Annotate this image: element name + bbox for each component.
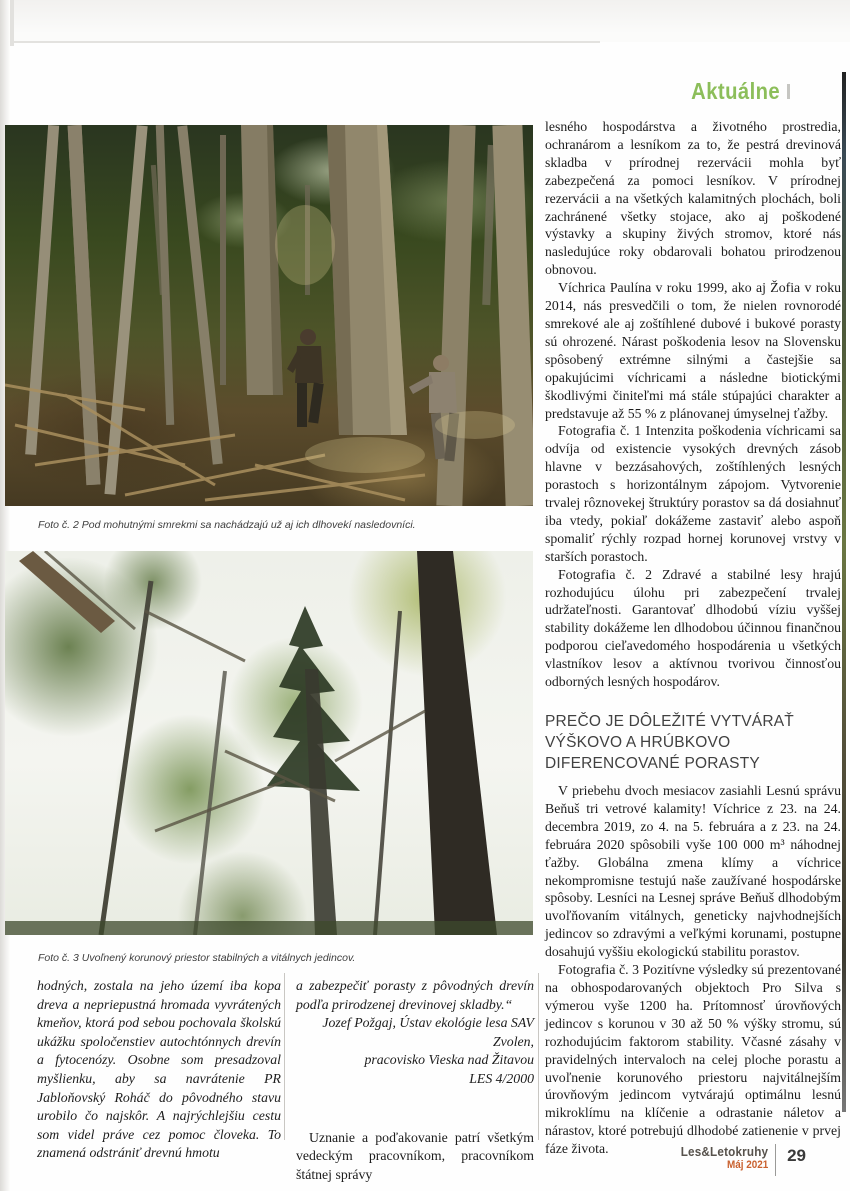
tree-trunks xyxy=(25,125,533,506)
article-paragraph: Fotografia č. 1 Intenzita poškodenia víchricami sa odvíja od existencie vysokých drevných zásob hlavne v bezzásahových, zoštíhlených lesných porastoch s horizontálnym zápojom. Vytvorenie trvalej rôznovekej štruktúry porastov sa dá dosiahnuť iba vtedy, pokiaľ dokážeme zastaviť alebo aspoň spomaliť rýchly rozpad hornej korunovej vrstvy v starších porastoch. xyxy=(545,423,841,564)
issue-date: Máj 2021 xyxy=(726,1159,768,1171)
column-divider xyxy=(538,973,539,1140)
article-column xyxy=(545,118,841,1158)
forest-photo-illustration xyxy=(5,125,533,506)
bottom-middle-column xyxy=(296,977,534,1184)
article-subheading: PREČO JE DÔLEŽITÉ VYTVÁRAŤ VÝŠKOVO A HRÚBKOVO DIFERENCOVANÉ PORASTY xyxy=(545,713,794,772)
article-paragraph: Fotografia č. 3 Pozitívne výsledky sú prezentované na obhospodarovaných objektoch Pro Silva s výmerou vyše 1200 ha. Prítomnosť úrovňových jedincov s korunou v 30 až 50 % výšky stromu, sú rozhodujúcim faktorom stability. Včasné zásahy v pravidelných intervaloch na celej ploche porastu a uvoľnenie korunového priestoru najvitálnejším úrovňovým jedincom vytvárajú optimálnu lesnú mikroklímu na klíčenie a odrastanie náletov a nárastov, ktoré potrebujú dlhodobé zatienenie v prvej fáze života. xyxy=(545,962,841,1157)
article-paragraph: lesného hospodárstva a životného prostredia, ochranárom a lesníkom za to, že pestrá drevinová skladba v prírodnej rezervácii mohla byť zabezpečená za pomoci lesníkov. V prírodnej rezervácii a na všetkých kalamitných plochách, boli zachránené všetky stojace, ako aj poškodené výstavky a skupiny živých stromov, ktoré nás nasledujúce roky obdarovali bohatou prirodzenou obnovou. xyxy=(545,119,841,278)
article-paragraph: Fotografia č. 2 Zdravé a stabilné lesy hrajú rozhodujúcu úlohu pri zabezpečení trvalej udržateľnosti. Garantovať dlhodobú víziu vyššej stability dokážeme len dlhodobou účinnou finančnou podporou cieľavedomého hospodárenia u všetkých vlastníkov lesov a aktívnou tvorivou činnosťou odborných lesných hospodárov. xyxy=(545,566,841,690)
attribution-line: pracovisko Vieska nad Žitavou xyxy=(364,1052,534,1068)
acknowledgement-paragraph: Uznanie a poďakovanie patrí všetkým vedeckým pracovníkom, pracovníkom štátnej správy xyxy=(296,1129,534,1182)
quoted-text-continuation: hodných, zostala na jeho území iba kopa dreva a nepriepustná hromada vyvrátených kmeňov, ktorá pod sebou pochovala školskú ukážku spoločenstiev autochtónnych drevín a fytocenózy. Osobne som presadzoval myšlienku, aby sa navrátenie PR Jabloňovský Roháč do pôvodného stavu urobilo čo najskôr. A najrýchlejšiu cestu som videl práve cez pomoc človeka. To znamená odstrániť drevnú hmotu xyxy=(37,978,281,1161)
top-left-bough xyxy=(19,551,115,633)
photo-canopy-view xyxy=(5,551,533,935)
section-header xyxy=(560,78,790,105)
canopy-branches xyxy=(45,551,425,831)
column-divider xyxy=(284,973,285,1140)
article-paragraph: Víchrica Paulína v roku 1999, ako aj Žofia v roku 2014, nás presvedčili o tom, že nielen rovnorodé smrekové ale aj zoštíhlené dubové i bukové porasty sú ohrozené. Nárast poškodenia lesov na Slovensku spôsobený extrémne silnými a častejšie sa opakujúcimi víchricami a následne biotickými škodlivými činiteľmi má stále stúpajúci charakter a predstavuje až 55 % z plánovanej úmyselnej ťažby. xyxy=(545,280,841,421)
magazine-brand xyxy=(671,1144,768,1171)
attribution-line: LES 4/2000 xyxy=(469,1070,534,1086)
page-number: 29 xyxy=(787,1146,806,1165)
quoted-text-end: a zabezpečiť porasty z pôvodných drevín podľa prirodzenej drevinovej skladby.“ xyxy=(296,978,534,1012)
scan-edge-artifact xyxy=(842,72,846,1112)
section-tick-icon xyxy=(787,84,790,99)
section-label: Aktuálne xyxy=(690,78,780,104)
footer-divider xyxy=(775,1144,776,1176)
person-silhouette-left xyxy=(287,329,324,427)
scan-edge-top xyxy=(0,0,850,42)
canopy-bottom-foliage xyxy=(5,921,533,935)
photo-caption: Foto č. 3 Uvoľnený korunový priestor stabilných a vitálnych jedincov. xyxy=(38,952,356,964)
magazine-name: Les&Letokruhy xyxy=(680,1144,768,1159)
bottom-left-column xyxy=(37,977,281,1163)
article-paragraph: V priebehu dvoch mesiacov zasiahli Lesnú správu Beňuš tri vetrové kalamity! Víchrice z 23. na 24. decembra 2019, zo 4. na 5. februára a z 23. na 24. februára 2020 spôsobili vyše 100 000 m³ náhodnej ťažby. Globálna zmena klímy a víchrice nekompromisne testujú naše zaužívané hospodárske spôsoby. Lesníci na Lesnej správe Beňuš dlhodobým uvoľňovaním vitálnych, geneticky najvhodnejších jedincov so zdravými a veľkými korunami, postupne dosahujú vyššiu ekologickú stabilitu porastov. xyxy=(545,783,841,960)
photo-caption: Foto č. 2 Pod mohutnými smrekmi sa nachádzajú už aj ich dlhovekí nasledovníci. xyxy=(38,519,416,531)
quote-attribution xyxy=(296,1014,534,1088)
scan-seam-line xyxy=(0,41,600,43)
page-footer xyxy=(600,1144,820,1184)
attribution-line: Jozef Požgaj, Ústav ekológie lesa SAV Zvolen, xyxy=(322,1015,534,1049)
canopy-photo-illustration xyxy=(5,551,533,935)
photo-forest-spruces xyxy=(5,125,533,506)
